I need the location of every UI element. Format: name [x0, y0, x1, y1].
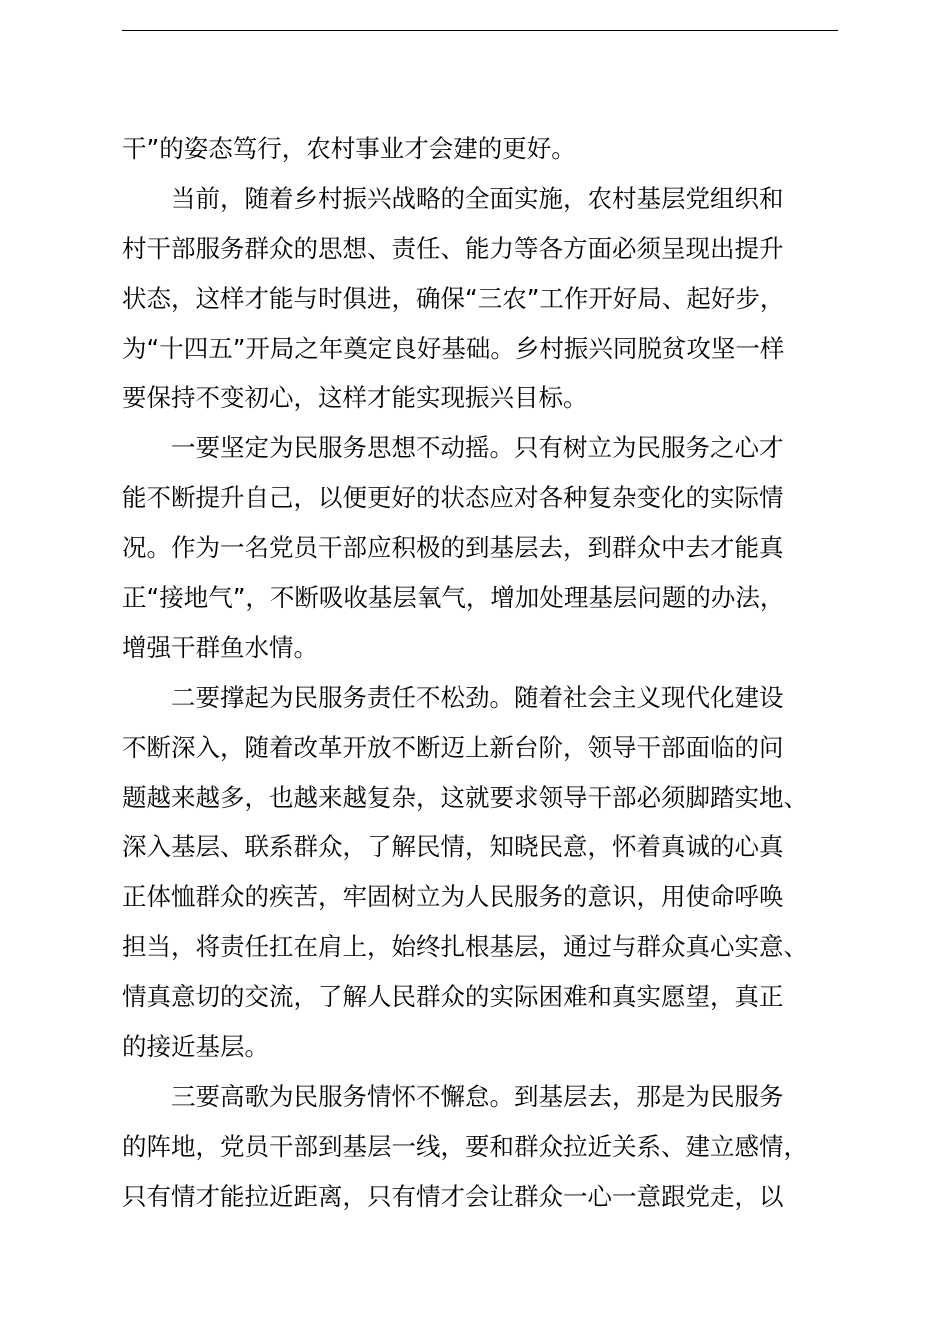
text-line: 增强干群鱼水情。 — [122, 632, 318, 662]
text-line: 当前，随着乡村振兴战略的全面实施，农村基层党组织和 — [122, 183, 784, 213]
text-line: 的接近基层。 — [122, 1032, 269, 1062]
text-line: 二要撑起为民服务责任不松劲。随着社会主义现代化建设 — [122, 682, 784, 712]
text-line: 题越来越多，也越来越复杂，这就要求领导干部必须脚踏实地、 — [122, 782, 808, 812]
text-line: 况。作为一名党员干部应积极的到基层去，到群众中去才能真 — [122, 533, 784, 563]
text-line: 干”的姿态笃行，农村事业才会建的更好。 — [122, 134, 576, 163]
text-line: 能不断提升自己，以便更好的状态应对各种复杂变化的实际情 — [122, 483, 784, 513]
text-line: 正“接地气”，不断吸收基层氧气，增加处理基层问题的办法， — [122, 583, 785, 613]
text-line: 不断深入，随着改革开放不断迈上新台阶，领导干部面临的问 — [122, 732, 784, 762]
text-line: 只有情才能拉近距离，只有情才会让群众一心一意跟党走，以 — [122, 1181, 784, 1211]
header-rule — [122, 30, 838, 31]
text-line: 状态，这样才能与时俱进，确保“三农”工作开好局、起好步， — [122, 283, 785, 313]
text-line: 三要高歌为民服务情怀不懈怠。到基层去，那是为民服务 — [122, 1081, 784, 1111]
text-line: 深入基层、联系群众，了解民情，知晓民意，怀着真诚的心真 — [122, 832, 784, 862]
text-line: 正体恤群众的疾苦，牢固树立为人民服务的意识，用使命呼唤 — [122, 882, 784, 912]
text-line: 的阵地，党员干部到基层一线，要和群众拉近关系、建立感情， — [122, 1131, 808, 1161]
text-line: 为“十四五”开局之年奠定良好基础。乡村振兴同脱贫攻坚一样 — [122, 333, 785, 363]
document-body — [122, 124, 838, 1222]
text-line: 情真意切的交流，了解人民群众的实际困难和真实愿望，真正 — [122, 982, 784, 1012]
text-line: 一要坚定为民服务思想不动摇。只有树立为民服务之心才 — [122, 433, 784, 463]
text-line: 担当，将责任扛在肩上，始终扎根基层，通过与群众真心实意、 — [122, 932, 808, 962]
text-line: 要保持不变初心，这样才能实现振兴目标。 — [122, 383, 588, 413]
text-line: 村干部服务群众的思想、责任、能力等各方面必须呈现出提升 — [122, 233, 784, 263]
